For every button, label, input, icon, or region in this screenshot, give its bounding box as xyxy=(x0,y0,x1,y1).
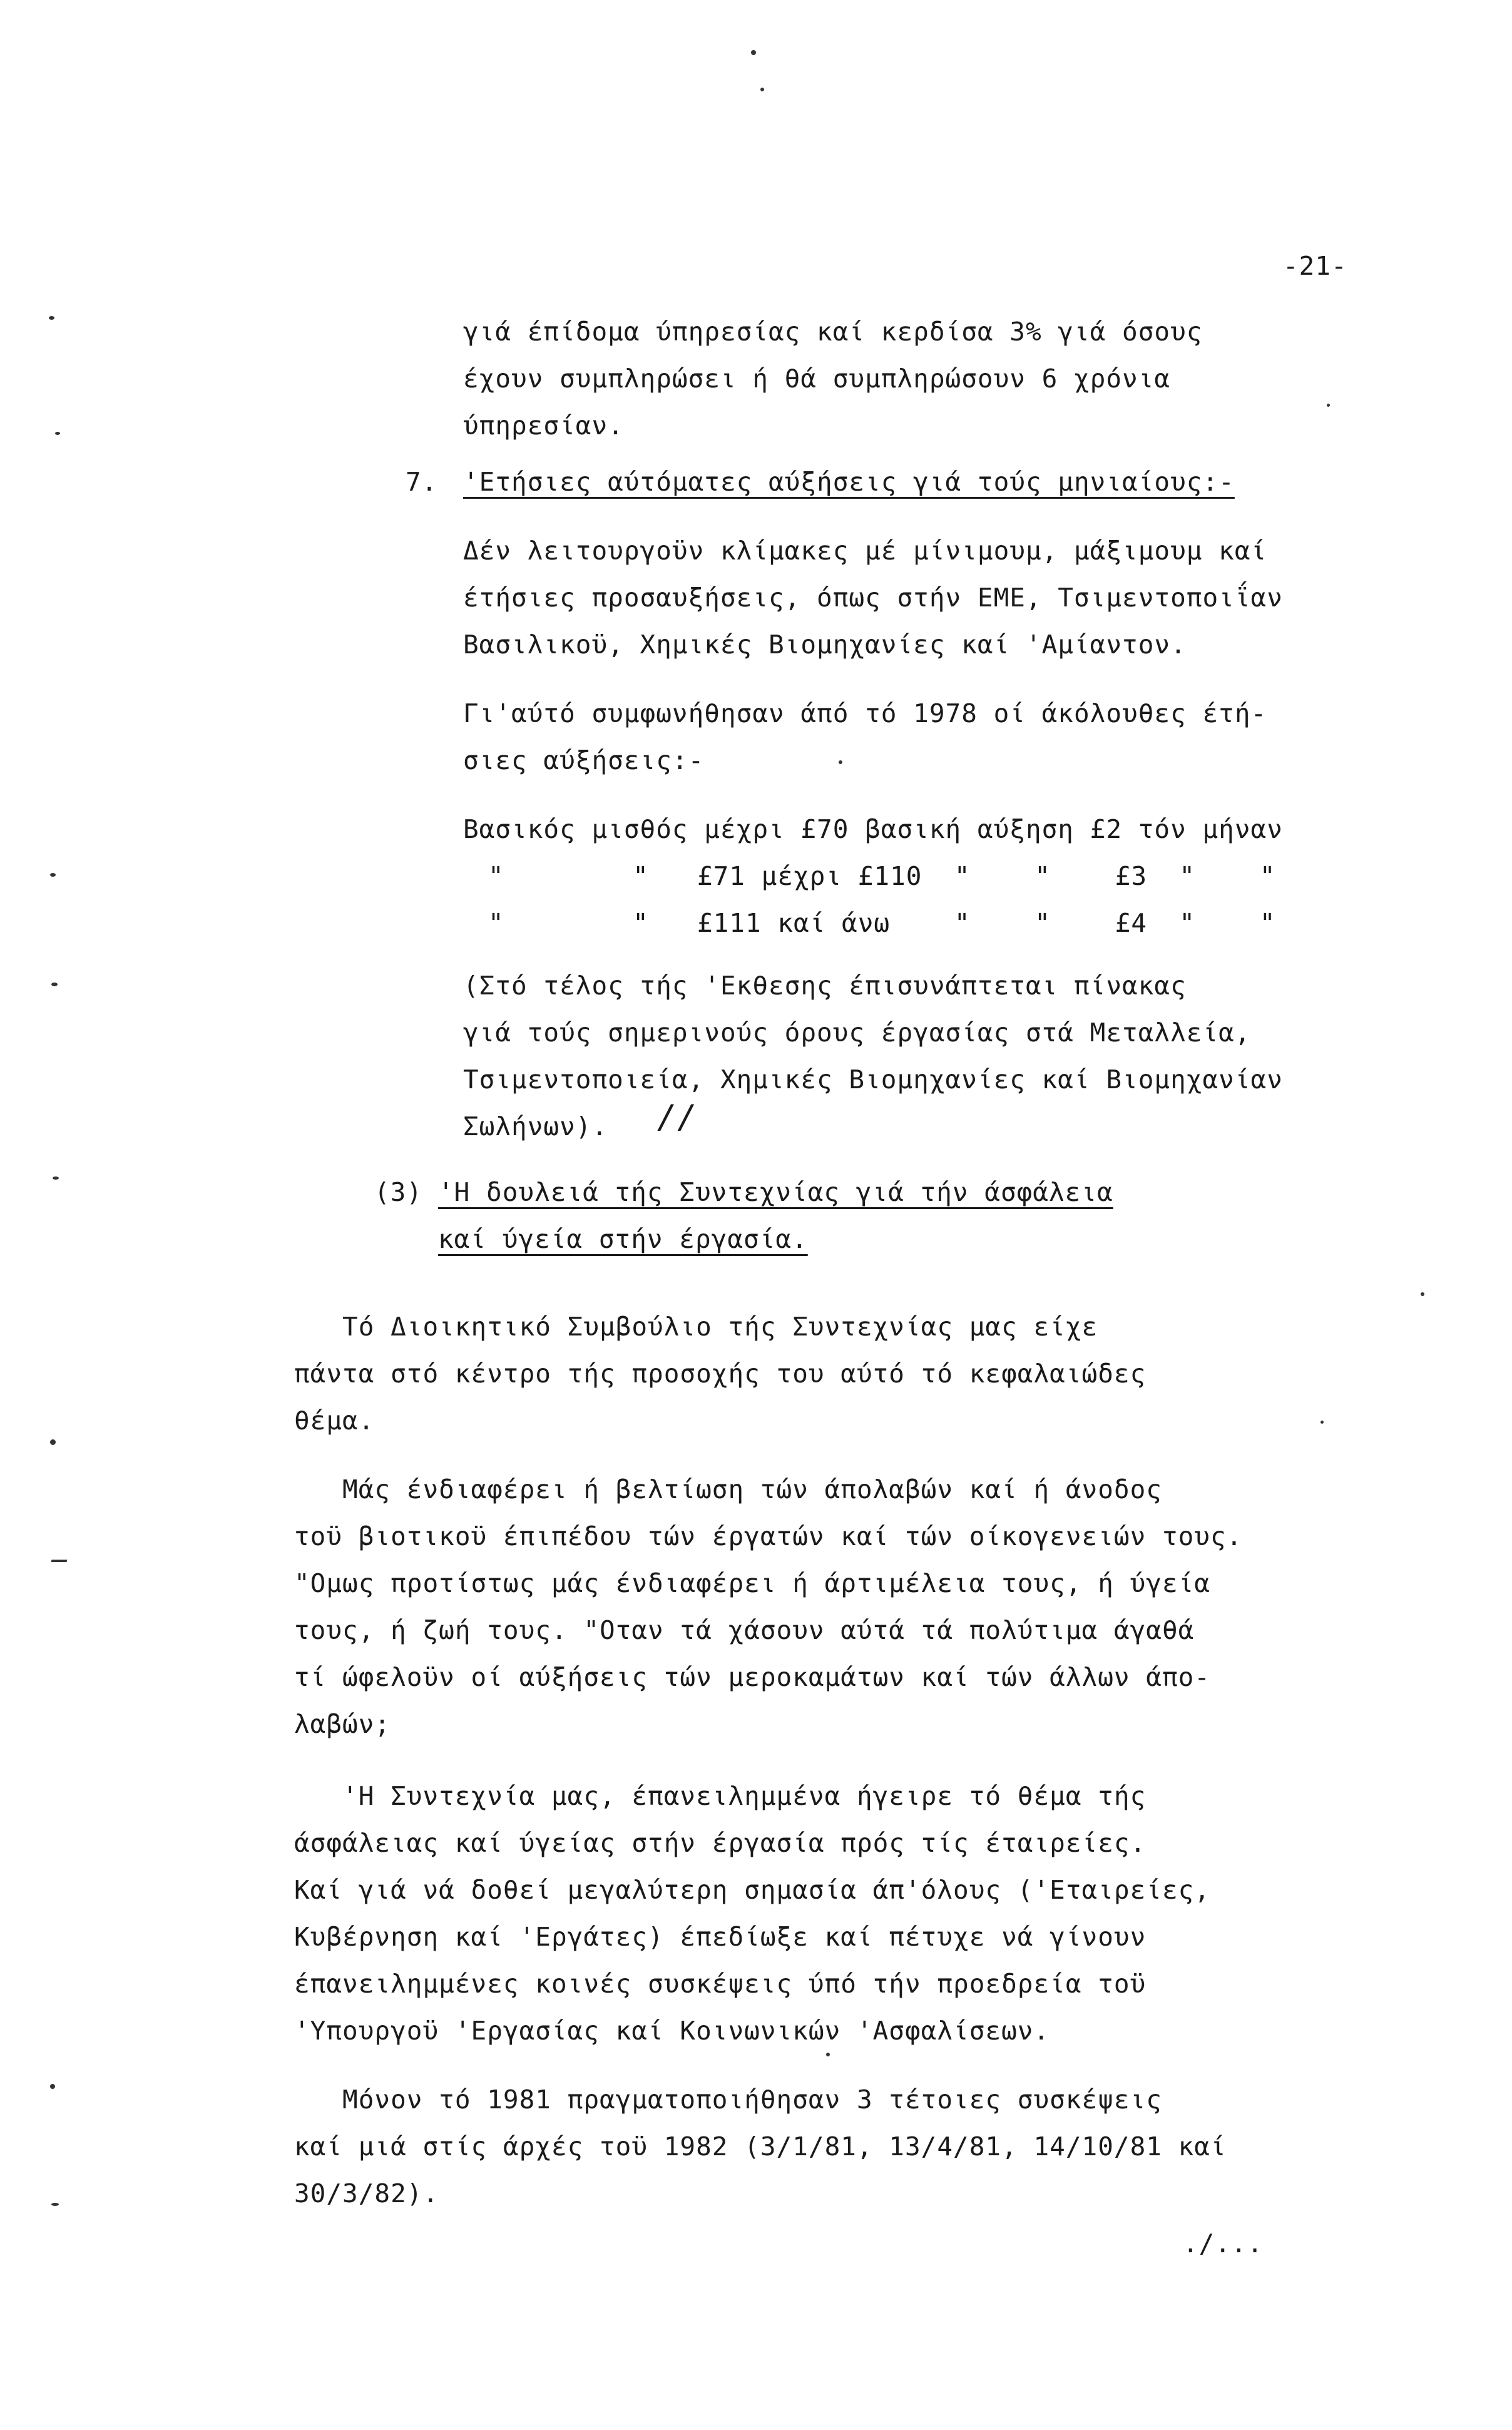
item-number: 7. xyxy=(406,467,438,497)
text-line: Τσιμεντοποιεία, Χημικές Βιομηχανίες καί Βιομηχανίαν xyxy=(463,1064,1283,1095)
raise-row: " " £111 καί άνω " " £4 " " xyxy=(488,908,1276,938)
section-heading: 'Η δουλειά τής Συντεχνίας γιά τήν άσφάλεια xyxy=(438,1177,1113,1207)
page-number: -21- xyxy=(1283,251,1347,281)
scan-speck xyxy=(49,316,54,320)
scan-speck xyxy=(50,2084,55,2089)
text-line: 'Η Συντεχνία μας, έπανειλημμένα ήγειρε τό θέμα τής xyxy=(294,1781,1147,1811)
handwritten-slash-mark: // xyxy=(657,1098,698,1136)
margin-scribble: ـ xyxy=(51,1539,67,1568)
text-line: έπανειλημμένες κοινές συσκέψεις ύπό τήν προεδρεία τοϋ xyxy=(294,1969,1147,1999)
scan-speck xyxy=(55,432,60,435)
text-line: θέμα. xyxy=(294,1406,375,1436)
scan-speck xyxy=(1421,1292,1424,1296)
scan-speck xyxy=(826,2053,830,2056)
text-line: Μόνον τό 1981 πραγματοποιήθησαν 3 τέτοιες συσκέψεις xyxy=(294,2085,1162,2115)
scan-speck xyxy=(51,983,58,986)
scan-speck xyxy=(751,50,756,55)
text-line: έτήσιες προσαυξήσεις, όπως στήν ΕΜΕ, Τσιμεντοποιΐαν xyxy=(463,583,1283,613)
text-line: Γι'αύτό συμφωνήθησαν άπό τό 1978 οί άκόλουθες έτή- xyxy=(463,698,1267,728)
section-heading: καί ύγεία στήν έργασία. xyxy=(438,1224,808,1254)
text-line: Σωλήνων). xyxy=(463,1111,608,1141)
text-line: τί ώφελοϋν οί αύξήσεις τών μεροκαμάτων καί τών άλλων άπο- xyxy=(294,1662,1210,1692)
scan-speck xyxy=(51,2203,59,2206)
text-line: σιες αύξήσεις:- xyxy=(463,745,705,775)
text-line: Βασιλικοϋ, Χημικές Βιομηχανίες καί 'Αμίαντον. xyxy=(463,630,1187,660)
section-number: (3) xyxy=(374,1177,423,1207)
text-line: λαβών; xyxy=(294,1709,391,1739)
text-line: γιά έπίδομα ύπηρεσίας καί κερδίσα 3% γιά όσους xyxy=(463,317,1203,347)
text-line: γιά τούς σημερινούς όρους έργασίας στά Μεταλλεία, xyxy=(463,1018,1251,1048)
text-line: πάντα στό κέντρο τής προσοχής του αύτό τό κεφαλαιώδες xyxy=(294,1359,1147,1389)
text-line: Τό Διοικητικό Συμβούλιο τής Συντεχνίας μας είχε xyxy=(294,1312,1098,1342)
scan-speck xyxy=(760,88,764,91)
text-line: τους, ή ζωή τους. "Οταν τά χάσουν αύτά τά πολύτιμα άγαθά xyxy=(294,1615,1195,1645)
scan-speck xyxy=(839,760,842,764)
scan-speck xyxy=(1320,1421,1324,1424)
text-line: 'Υπουργοϋ 'Εργασίας καί Κοινωνικών 'Ασφαλίσεων. xyxy=(294,2016,1050,2046)
text-line: Κυβέρνηση καί 'Εργάτες) έπεδίωξε καί πέτυχε νά γίνουν xyxy=(294,1922,1147,1952)
text-line: ύπηρεσίαν. xyxy=(463,411,624,441)
scan-speck xyxy=(1327,404,1330,407)
text-line: (Στό τέλος τής 'Εκθεσης έπισυνάπτεται πίνακας xyxy=(463,971,1187,1001)
raise-row: Βασικός μισθός μέχρι £70 βασική αύξηση £2 τόν μήναν xyxy=(463,814,1283,844)
item-heading: 'Ετήσιες αύτόματες αύξήσεις γιά τούς μηνιαίους:- xyxy=(463,467,1235,497)
text-line: Καί γιά νά δοθεί μεγαλύτερη σημασία άπ'όλους ('Εταιρείες, xyxy=(294,1875,1210,1905)
scan-speck xyxy=(50,873,56,877)
text-line: έχουν συμπληρώσει ή θά συμπληρώσουν 6 χρόνια xyxy=(463,364,1171,394)
scan-speck xyxy=(53,1177,59,1180)
raise-row: " " £71 μέχρι £110 " " £3 " " xyxy=(488,861,1276,891)
text-line: τοϋ βιοτικοϋ έπιπέδου τών έργατών καί τών οίκογενειών τους. xyxy=(294,1521,1243,1551)
text-line: Δέν λειτουργοϋν κλίμακες μέ μίνιμουμ, μάξιμουμ καί xyxy=(463,536,1267,566)
text-line: "Ομως προτίστως μάς ένδιαφέρει ή άρτιμέλεια τους, ή ύγεία xyxy=(294,1568,1210,1598)
text-line: 30/3/82). xyxy=(294,2178,439,2208)
text-line: Μάς ένδιαφέρει ή βελτίωση τών άπολαβών καί ή άνοδος xyxy=(294,1474,1162,1504)
scan-speck xyxy=(50,1439,56,1445)
text-line: άσφάλειας καί ύγείας στήν έργασία πρός τίς έταιρείες. xyxy=(294,1828,1147,1858)
continuation-mark: ./... xyxy=(1183,2228,1264,2259)
text-line: καί μιά στίς άρχές τοϋ 1982 (3/1/81, 13/4/81, 14/10/81 καί xyxy=(294,2131,1227,2162)
